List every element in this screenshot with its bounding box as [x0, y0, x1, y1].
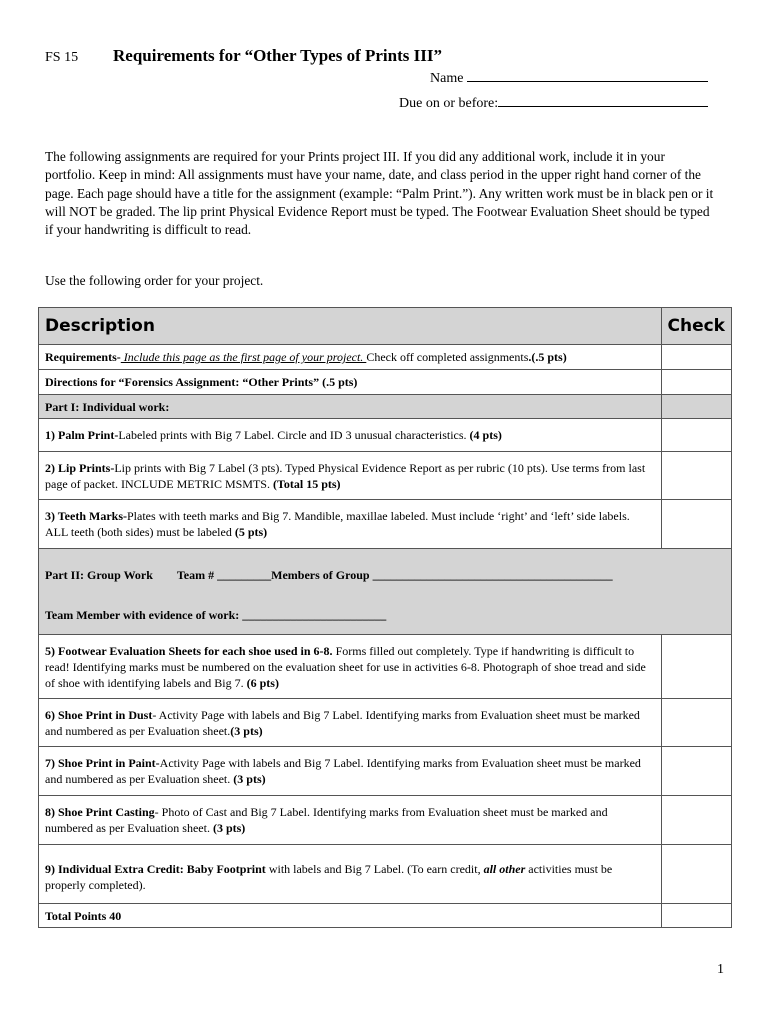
part2-row	[39, 549, 732, 635]
footwear-cell: 5) Footwear Evaluation Sheets for each shoe used in 6-8. Forms filled out completely. Type if handwriting is difficult to read! Identifying marks must be numbered on the evaluation sheet for use in activities 6-8. Photograph of shoe tread and side of shoe with identifying labels and Big 7. (6 pts)	[39, 635, 662, 699]
table-row	[39, 845, 732, 904]
table-row	[39, 699, 732, 747]
table-row	[39, 747, 732, 796]
check-box[interactable]	[661, 370, 732, 395]
check-box[interactable]	[661, 845, 732, 904]
table-row	[39, 419, 732, 452]
page-number: 1	[717, 962, 724, 977]
check-box[interactable]	[661, 345, 732, 370]
team-fields: Team # _________Members of Group ________________________________________	[176, 567, 613, 582]
table-row	[39, 500, 732, 549]
total-points-cell: Total Points 40	[39, 904, 662, 928]
intro-paragraph: The following assignments are required for your Prints project III. If you did any additional work, include it in your portfolio. Keep in mind: All assignments must have your name, date, and class period in the upper right hand corner of the page. Each page should have a title for the assignment (example: “Palm Print.”). Any written work must be in black pen or it will NOT be graded. The lip print Physical Evidence Report must be typed. The Footwear Evaluation Sheet should be typed if your handwriting is difficult to read.	[45, 149, 714, 238]
check-box[interactable]	[661, 452, 732, 500]
name-label: Name	[430, 71, 464, 86]
table-row	[39, 635, 732, 699]
name-blank	[467, 69, 708, 82]
description-header: Description	[39, 308, 662, 345]
due-date-field	[399, 94, 708, 112]
palm-print-cell: 1) Palm Print-Labeled prints with Big 7 Label. Circle and ID 3 unusual characteristics. (4 pts)	[39, 419, 662, 452]
check-box[interactable]	[661, 747, 732, 796]
check-box[interactable]	[661, 635, 732, 699]
part1-heading: Part I: Individual work:	[39, 395, 662, 419]
check-box[interactable]	[661, 904, 732, 928]
table-row	[39, 345, 732, 370]
casting-cell: 8) Shoe Print Casting- Photo of Cast and Big 7 Label. Identifying marks from Evaluation sheet must be marked and numbered as per Evaluation sheet. (3 pts)	[39, 796, 662, 845]
name-field	[430, 69, 708, 87]
table-row	[39, 370, 732, 395]
course-code: FS 15	[45, 50, 79, 65]
table-row	[39, 904, 732, 928]
requirements-cell: Requirements- Include this page as the first page of your project. Check off completed assignments.(.5 pts)	[39, 345, 662, 370]
paint-cell: 7) Shoe Print in Paint-Activity Page with labels and Big 7 Label. Identifying marks from Evaluation sheet must be marked and numbered as per Evaluation sheet. (3 pts)	[39, 747, 662, 796]
check-box[interactable]	[661, 419, 732, 452]
part2-heading: Part II: Group Work	[45, 567, 153, 582]
due-label: Due on or before:	[399, 96, 499, 111]
order-note: Use the following order for your project.	[45, 273, 264, 288]
check-box[interactable]	[661, 699, 732, 747]
check-header: Check	[661, 308, 732, 345]
check-box[interactable]	[661, 500, 732, 549]
check-box[interactable]	[661, 796, 732, 845]
directions-cell: Directions for “Forensics Assignment: “Other Prints” (.5 pts)	[39, 370, 662, 395]
part2-cell	[39, 549, 732, 635]
page-title: Requirements for “Other Types of Prints III”	[113, 46, 442, 65]
table-row	[39, 452, 732, 500]
extra-credit-cell: 9) Individual Extra Credit: Baby Footprint with labels and Big 7 Label. (To earn credit, all other activities must be properly completed).	[39, 845, 662, 904]
due-blank	[498, 94, 708, 107]
teeth-marks-cell: 3) Teeth Marks-Plates with teeth marks and Big 7. Mandible, maxillae labeled. Must include ‘right’ and ‘left’ side labels. ALL teeth (both sides) must be labeled (5 pts)	[39, 500, 662, 549]
dust-cell: 6) Shoe Print in Dust- Activity Page with labels and Big 7 Label. Identifying marks from Evaluation sheet must be marked and numbered as per Evaluation sheet.(3 pts)	[39, 699, 662, 747]
team-member-field: Team Member with evidence of work: ________________________	[45, 607, 387, 622]
lip-prints-cell: 2) Lip Prints-Lip prints with Big 7 Label (3 pts). Typed Physical Evidence Report as per rubric (10 pts). Use terms from last page of packet. INCLUDE METRIC MSMTS. (Total 15 pts)	[39, 452, 662, 500]
table-row	[39, 796, 732, 845]
part1-row	[39, 395, 732, 419]
requirements-table	[38, 307, 732, 928]
table-header-row	[39, 308, 732, 345]
